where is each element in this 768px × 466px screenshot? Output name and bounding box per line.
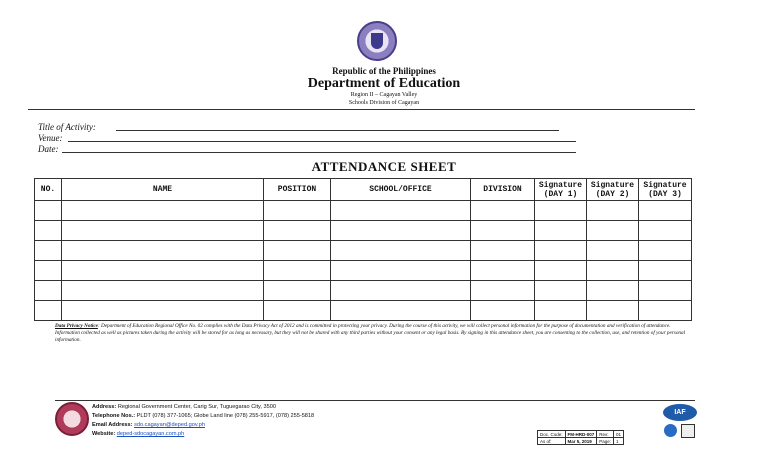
activity-label: Title of Activity:	[38, 122, 96, 132]
table-cell[interactable]	[587, 201, 639, 221]
venue-label: Venue:	[38, 133, 63, 143]
table-cell[interactable]	[639, 261, 692, 281]
privacy-text: : Department of Education Regional Office No. 02 complies with the Data Privacy Act of 2012 and is committed in protecting your privacy. During the course of this activity, we will collect personal information for the purpose of documentation and verification of attendance. Information collected as well as pictures taken during the activity will be stored for as long as necessary, but they will not be shared with any third parties without your consent or any legal basis. By signing in this attendance sheet, you are consenting to the collection, use, and retention of your personal information.	[55, 323, 686, 343]
table-cell[interactable]	[35, 281, 62, 301]
rev-value: 01	[614, 431, 624, 438]
table-cell[interactable]	[471, 281, 535, 301]
table-cell[interactable]	[331, 301, 471, 321]
col-header: Signature (DAY 1)	[535, 179, 587, 201]
table-cell[interactable]	[35, 201, 62, 221]
doc-code-value: FM-HRD-007	[565, 431, 597, 438]
table-cell[interactable]	[35, 221, 62, 241]
col-header: Signature (DAY 2)	[587, 179, 639, 201]
venue-line[interactable]	[68, 141, 576, 142]
telephone-value: PLDT (078) 377-1065; Globe Land line (078) 255-5917, (078) 255-5818	[136, 413, 315, 419]
table-cell[interactable]	[471, 221, 535, 241]
table-cell[interactable]	[264, 221, 331, 241]
privacy-label: Data Privacy Notice	[55, 323, 98, 329]
table-cell[interactable]	[35, 261, 62, 281]
document-control-table	[537, 430, 624, 445]
table-cell[interactable]	[471, 261, 535, 281]
as-of-value: Mar 5, 2019	[565, 438, 597, 445]
table-cell[interactable]	[331, 221, 471, 241]
table-row	[35, 201, 692, 221]
table-cell[interactable]	[639, 201, 692, 221]
table-row	[35, 241, 692, 261]
date-line[interactable]	[62, 152, 576, 153]
email-link[interactable]: sdo.cagayan@deped.gov.ph	[134, 422, 205, 428]
rev-label: Rev:	[597, 431, 614, 438]
table-cell[interactable]	[471, 241, 535, 261]
table-cell[interactable]	[331, 261, 471, 281]
certification-logo	[664, 424, 677, 437]
table-cell[interactable]	[639, 281, 692, 301]
date-label: Date:	[38, 144, 59, 154]
table-cell[interactable]	[535, 201, 587, 221]
table-row	[35, 281, 692, 301]
table-cell[interactable]	[62, 241, 264, 261]
contact-block	[92, 403, 314, 439]
table-cell[interactable]	[639, 301, 692, 321]
table-cell[interactable]	[35, 301, 62, 321]
doc-code-label: Doc. Code:	[538, 431, 566, 438]
table-header-row	[35, 179, 692, 201]
department-heading: Department of Education	[307, 76, 461, 91]
table-row	[35, 221, 692, 241]
iaf-logo: IAF	[663, 404, 697, 421]
table-row	[35, 301, 692, 321]
table-cell[interactable]	[62, 281, 264, 301]
address-label: Address:	[92, 404, 117, 410]
table-cell[interactable]	[264, 281, 331, 301]
table-cell[interactable]	[535, 221, 587, 241]
table-cell[interactable]	[331, 241, 471, 261]
website-label: Website:	[92, 431, 116, 437]
email-label: Email Address:	[92, 422, 133, 428]
table-cell[interactable]	[587, 241, 639, 261]
table-cell[interactable]	[587, 261, 639, 281]
table-cell[interactable]	[535, 281, 587, 301]
division-logo	[55, 402, 89, 436]
table-cell[interactable]	[639, 221, 692, 241]
table-cell[interactable]	[264, 241, 331, 261]
republic-heading: Republic of the Philippines	[332, 66, 436, 76]
table-cell[interactable]	[535, 301, 587, 321]
deped-seal	[357, 21, 397, 61]
page-value: 1	[614, 438, 624, 445]
table-cell[interactable]	[639, 241, 692, 261]
table-cell[interactable]	[264, 301, 331, 321]
col-header: Signature (DAY 3)	[639, 179, 692, 201]
table-cell[interactable]	[62, 261, 264, 281]
table-cell[interactable]	[35, 241, 62, 261]
col-header: NAME	[62, 179, 264, 201]
col-header: SCHOOL/OFFICE	[331, 179, 471, 201]
table-cell[interactable]	[62, 201, 264, 221]
col-header: POSITION	[264, 179, 331, 201]
col-header: NO.	[35, 179, 62, 201]
as-of-label: As of:	[538, 438, 566, 445]
privacy-notice	[55, 323, 695, 344]
region-heading: Region II – Cagayan Valley	[350, 92, 418, 98]
table-cell[interactable]	[587, 281, 639, 301]
table-cell[interactable]	[62, 221, 264, 241]
table-row	[35, 261, 692, 281]
attendance-table	[34, 178, 692, 321]
header-rule	[28, 109, 695, 110]
table-cell[interactable]	[331, 201, 471, 221]
table-cell[interactable]	[587, 301, 639, 321]
sheet-title: ATTENDANCE SHEET	[311, 159, 457, 174]
certification-badge	[681, 424, 695, 438]
address-value: Regional Government Center, Carig Sur, Tuguegarao City, 3500	[117, 404, 276, 410]
page-label: Page:	[597, 438, 614, 445]
table-cell[interactable]	[264, 201, 331, 221]
col-header: DIVISION	[471, 179, 535, 201]
table-cell[interactable]	[264, 261, 331, 281]
website-link[interactable]: deped-sdocagayan.com.ph	[116, 431, 185, 437]
activity-line[interactable]	[116, 130, 559, 131]
table-cell[interactable]	[535, 261, 587, 281]
table-cell[interactable]	[535, 241, 587, 261]
telephone-label: Telephone Nos.:	[92, 413, 136, 419]
table-cell[interactable]	[62, 301, 264, 321]
table-cell[interactable]	[471, 201, 535, 221]
table-cell[interactable]	[587, 221, 639, 241]
footer-rule	[55, 400, 695, 401]
table-cell[interactable]	[331, 281, 471, 301]
division-heading: Schools Division of Cagayan	[348, 100, 420, 106]
table-cell[interactable]	[471, 301, 535, 321]
